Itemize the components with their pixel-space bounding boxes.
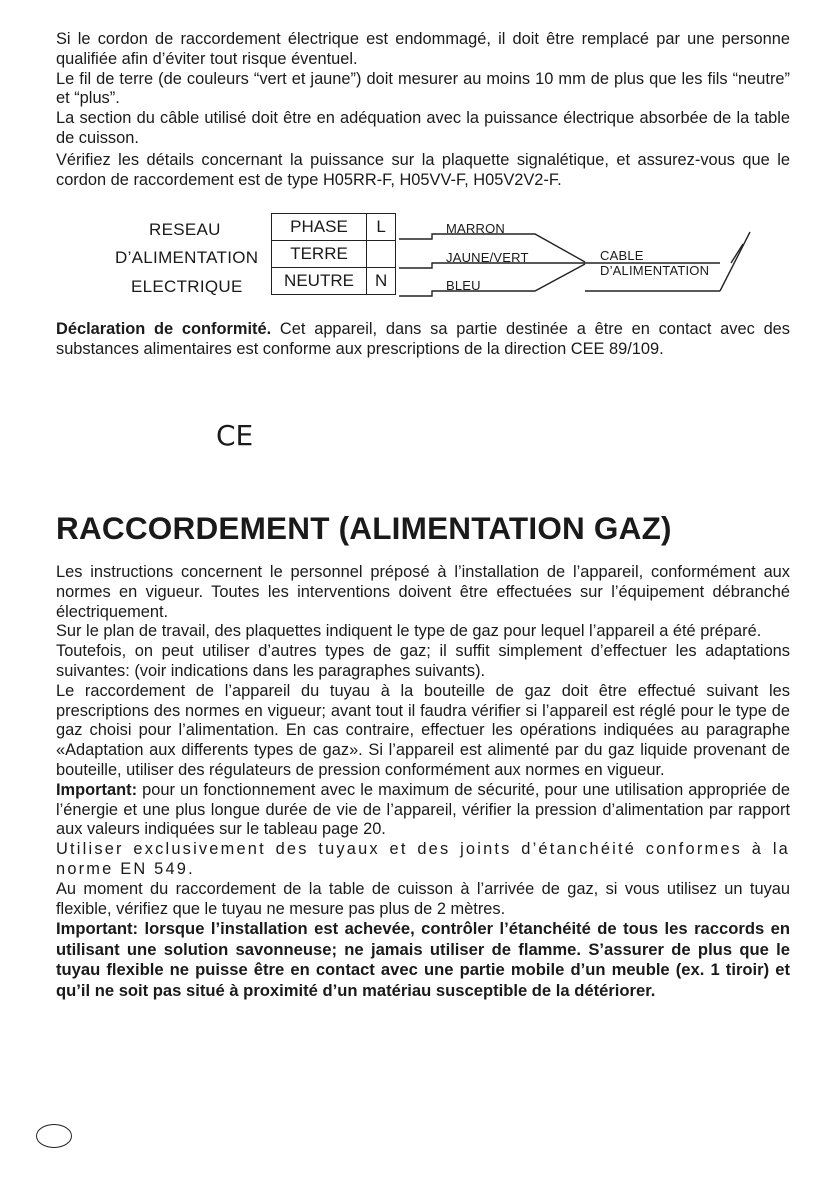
network-label-line-1: RESEAU: [149, 220, 221, 239]
gas-paragraph-7: Au moment du raccordement de la table de cuisson à l’arrivée de gaz, si vous utilisez un tuyau flexible, vérifiez que le tuyau ne mesure pas plus de 2 mètres.: [56, 879, 790, 918]
gas-paragraph-4: Le raccordement de l’appareil du tuyau à la bouteille de gaz doit être effectué suivant les prescriptions des normes en vigueur; avant tout il faudra vérifier si l’appareil est réglé pour le type de gaz choisi pour l’alimentation. En cas contraire, effectuer les opérations indiquées au paragraphe «Adaptation aux differents types de gaz». Si l’appareil est alimenté par du gaz liquide provenant de bouteille, utiliser des régulateurs de pression conformément aux normes en vigueur.: [56, 681, 790, 779]
page-number-oval: [36, 1124, 72, 1148]
important-text: pour un fonctionnement avec le maximum de sécurité, pour une utilisation appropriée de l’énergie et une plus longue durée de vie de l’appareil, vérifier la pression d’alimentation par rapport aux valeurs indiquées sur le tableau page 20.: [56, 780, 790, 839]
conformity-declaration: [56, 320, 790, 360]
declaration-lead: Déclaration de conformité.: [56, 320, 272, 338]
gas-paragraph-5: [56, 781, 790, 840]
gas-paragraph-1: Les instructions concernent le personnel préposé à l’installation de l’appareil, conformément aux normes en vigueur. Toutes les interventions doivent être effectuées sur l’équipement débranché électriquement.: [56, 563, 790, 621]
terminal-name: PHASE: [272, 214, 367, 241]
terminal-row-neutral: [272, 268, 396, 295]
electrical-instructions: [56, 30, 790, 190]
ce-mark-icon: CE: [216, 419, 254, 452]
wire-label-brown: MARRON: [446, 221, 505, 236]
intro-paragraph-1: Si le cordon de raccordement électrique est endommagé, il doit être remplacé par une personne qualifiée afin d’éviter tout risque éventuel.: [56, 30, 790, 68]
gas-paragraph-6: Utiliser exclusivement des tuyaux et des joints d’étanchéité conformes à la norme EN 549.: [56, 840, 790, 878]
cable-label-line-1: CABLE: [600, 248, 644, 263]
gas-paragraph-8: Important: lorsque l’installation est achevée, contrôler l’étanchéité de tous les raccords en utilisant une solution savonneuse; ne jamais utiliser de flamme. S’assurer de plus que le tuyau flexible ne puisse être en contact avec une partie mobile d’un meuble (ex. 1 tiroir) et qu’il ne soit pas situé à proximité d’un matériau susceptible de la détériorer.: [56, 919, 790, 1000]
intro-paragraph-3: La section du câble utilisé doit être en adéquation avec la puissance électrique absorbée de la table de cuisson.: [56, 109, 790, 147]
gas-paragraph-3: Toutefois, on peut utiliser d’autres types de gaz; il suffit simplement d’effectuer les adaptations suivantes: (voir indications dans les paragraphes suivants).: [56, 642, 790, 680]
terminal-code: [367, 241, 396, 268]
terminal-name: NEUTRE: [272, 268, 367, 295]
cable-label-line-2: D’ALIMENTATION: [600, 263, 710, 278]
network-label-line-2: D’ALIMENTATION: [115, 248, 259, 267]
section-title: RACCORDEMENT (ALIMENTATION GAZ): [56, 510, 672, 546]
terminal-name: TERRE: [272, 241, 367, 268]
declaration-text: Cet appareil, dans sa partie destinée a être en contact avec des substances alimentaires est conforme aux prescriptions de la direction CEE 89/109.: [56, 320, 790, 358]
intro-paragraph-4: Vérifiez les détails concernant la puissance sur la plaquette signalétique, et assurez-vous que le cordon de raccordement est de type H05RR-F, H05VV-F, H05V2V2-F.: [56, 150, 790, 189]
intro-paragraph-2: Le fil de terre (de couleurs “vert et jaune”) doit mesurer au moins 10 mm de plus que les fils “neutre” et “plus”.: [56, 69, 790, 108]
terminal-code: N: [367, 268, 396, 295]
wire-label-blue: BLEU: [446, 278, 481, 293]
terminal-table: [271, 213, 396, 295]
gas-connection-section: [56, 563, 790, 1001]
wire-label-green-yellow: JAUNE/VERT: [446, 250, 529, 265]
terminal-code: L: [367, 214, 396, 241]
declaration-paragraph: [56, 320, 790, 360]
important-lead: Important:: [56, 780, 138, 799]
network-label-line-3: ELECTRIQUE: [131, 277, 243, 296]
terminal-row-phase: [272, 214, 396, 241]
gas-paragraph-2: Sur le plan de travail, des plaquettes indiquent le type de gaz pour lequel l’appareil a été préparé.: [56, 622, 762, 641]
terminal-row-earth: [272, 241, 396, 268]
